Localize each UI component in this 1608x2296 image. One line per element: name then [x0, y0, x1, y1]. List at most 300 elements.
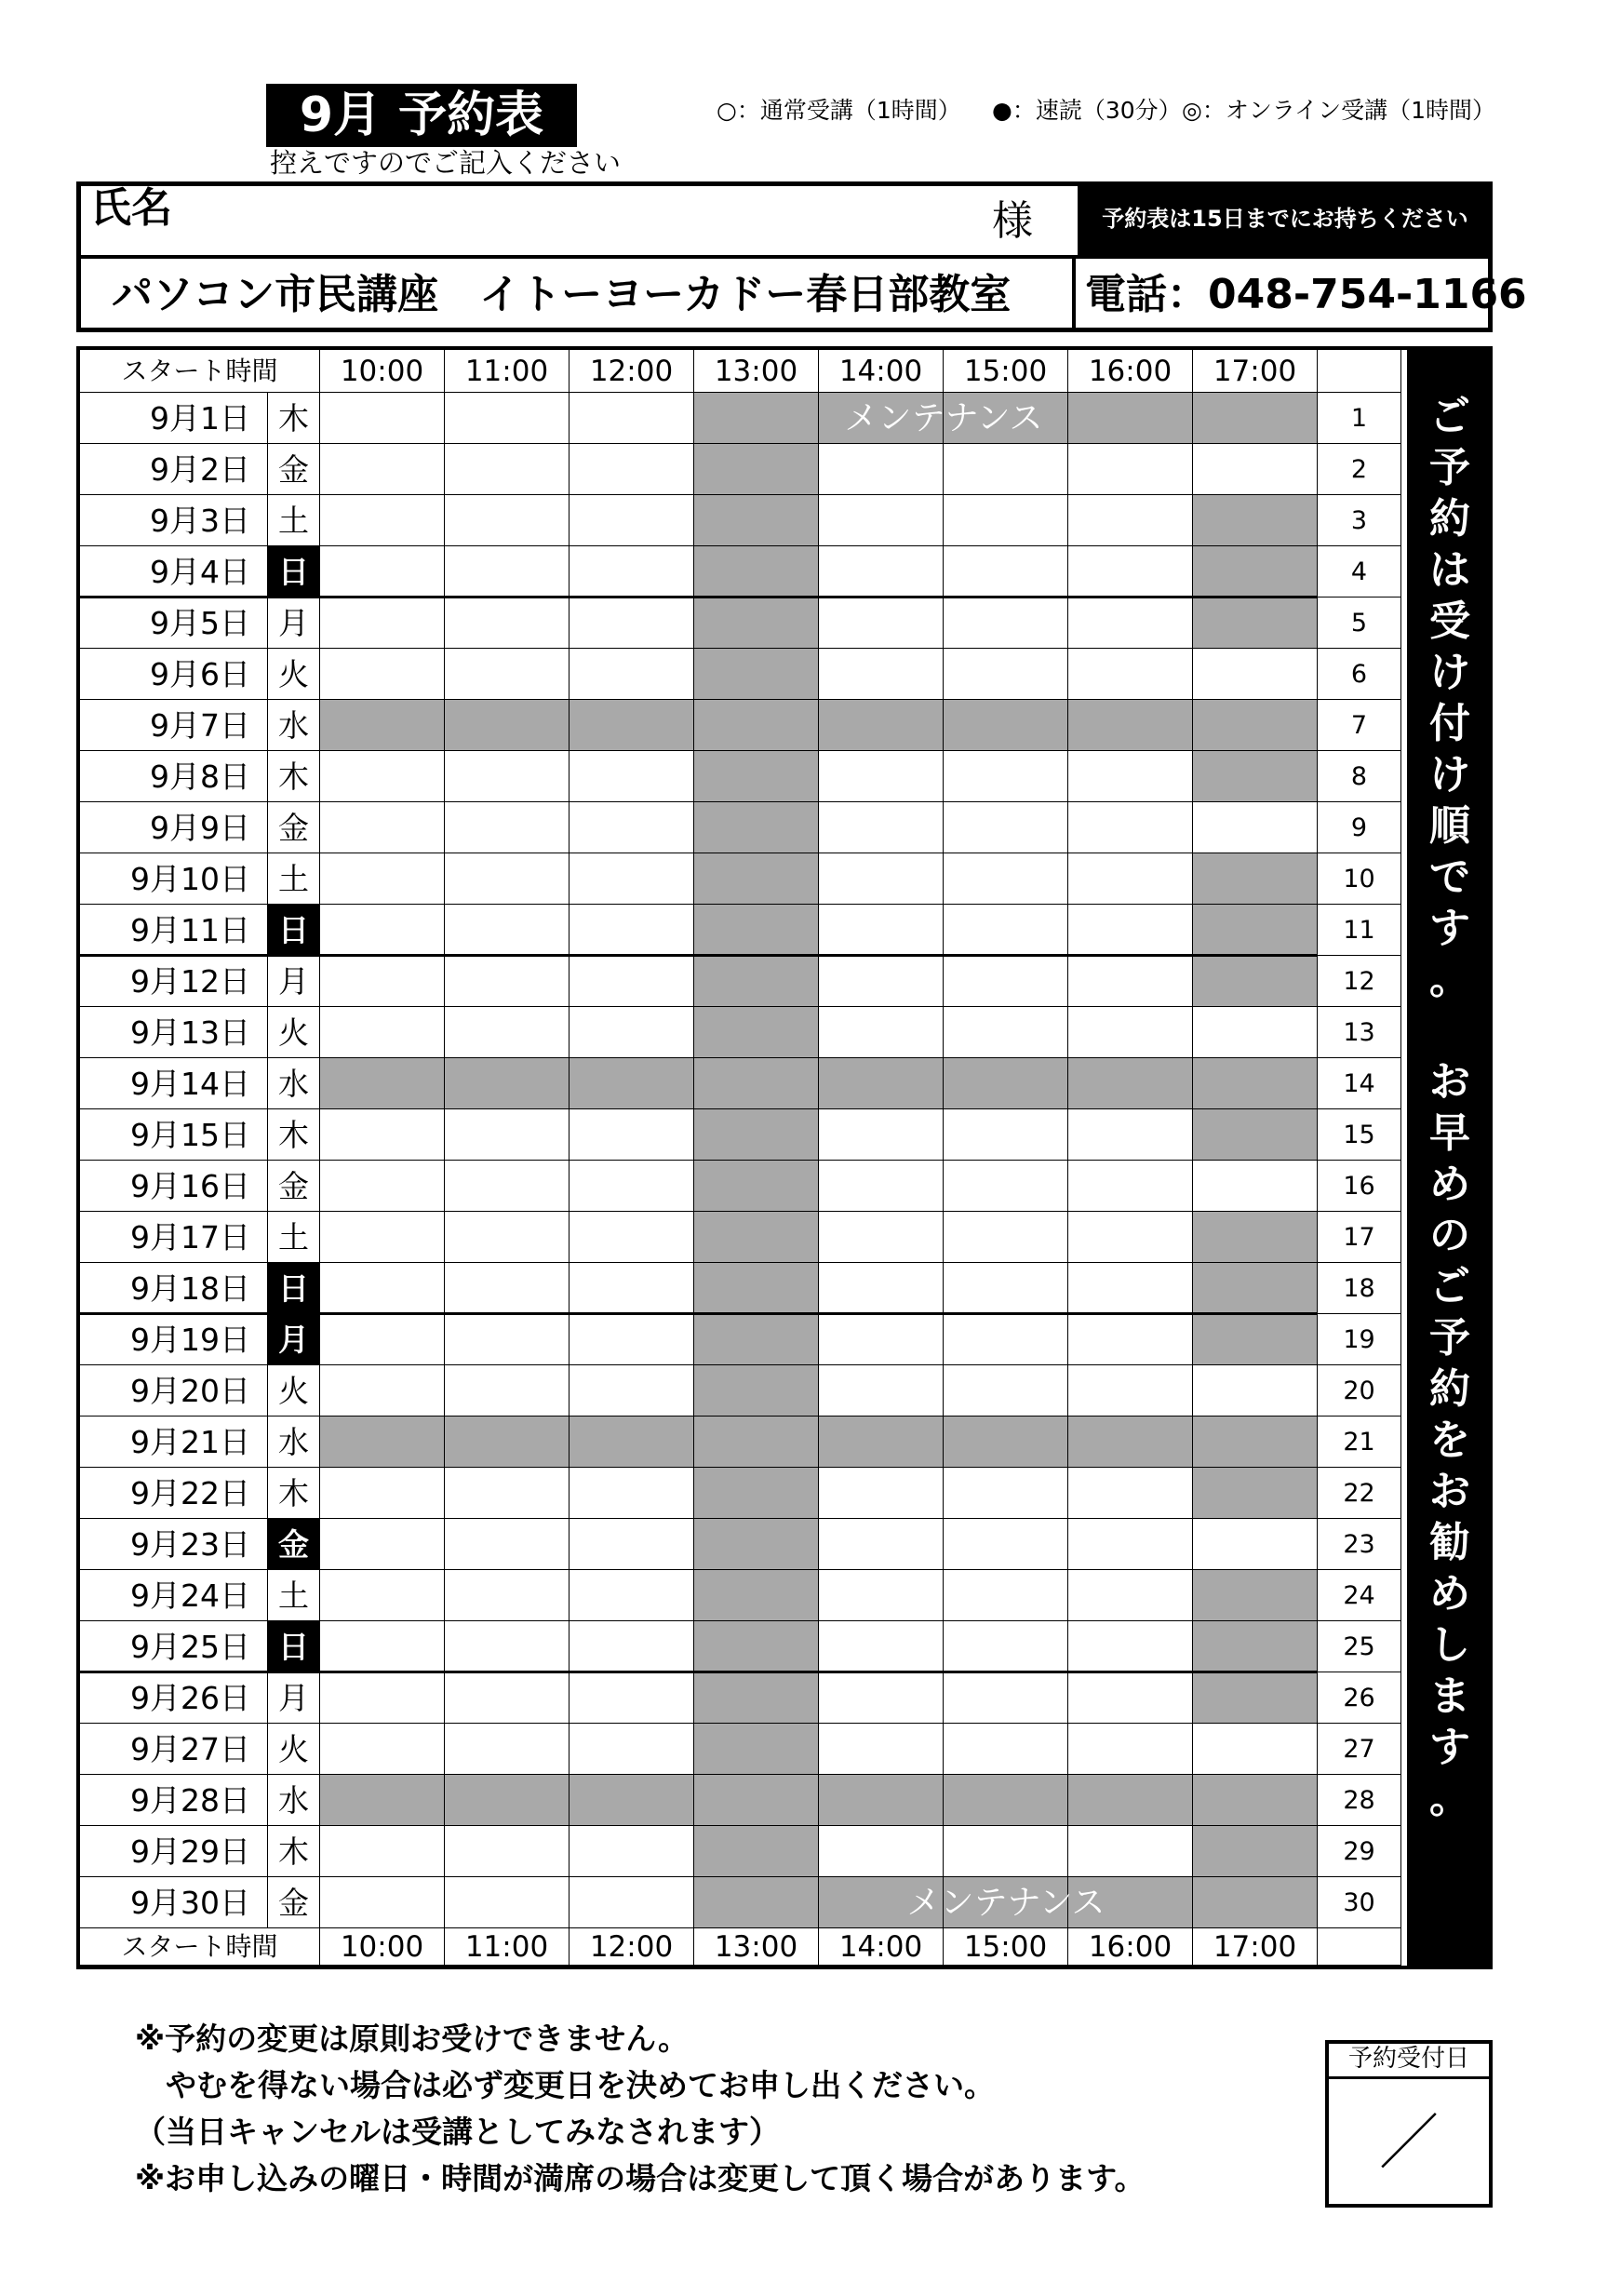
- slot-available[interactable]: [570, 1007, 694, 1058]
- number-header-bottom: [1318, 1928, 1401, 1966]
- weekday-cell: 日: [268, 1621, 320, 1672]
- date-cell: 9月9日: [80, 802, 268, 853]
- row-number: 2: [1318, 444, 1401, 495]
- deadline-notice: 予約表は15日までにお持ちください: [1078, 181, 1493, 256]
- slot-unavailable: [694, 1672, 819, 1724]
- slot-available[interactable]: [570, 1672, 694, 1724]
- slot-available[interactable]: [944, 597, 1068, 649]
- row-number: 22: [1318, 1468, 1401, 1519]
- slot-unavailable: [1193, 1314, 1318, 1365]
- slot-available[interactable]: [445, 1519, 570, 1570]
- slot-available[interactable]: [445, 1877, 570, 1928]
- slot-available[interactable]: [1068, 1724, 1193, 1775]
- side-message-char: 予: [1429, 444, 1470, 491]
- side-message-char: 付: [1429, 700, 1470, 747]
- slot-unavailable: [1193, 495, 1318, 546]
- slot-available[interactable]: [1068, 1007, 1193, 1058]
- side-message-char: ご: [1429, 393, 1470, 440]
- row-number: 28: [1318, 1775, 1401, 1826]
- row-number: 27: [1318, 1724, 1401, 1775]
- slot-available[interactable]: [320, 1519, 445, 1570]
- date-cell: 9月4日: [80, 546, 268, 597]
- slot-available[interactable]: [1193, 1161, 1318, 1212]
- row-number: 15: [1318, 1109, 1401, 1161]
- row-number: 3: [1318, 495, 1401, 546]
- row-number: 17: [1318, 1212, 1401, 1263]
- slot-available[interactable]: [1068, 1161, 1193, 1212]
- slot-unavailable: [694, 1724, 819, 1775]
- weekday-cell: 金: [268, 1519, 320, 1570]
- slot-available[interactable]: [1068, 956, 1193, 1007]
- slot-unavailable: [819, 1058, 944, 1109]
- slot-available[interactable]: [320, 1826, 445, 1877]
- date-cell: 9月24日: [80, 1570, 268, 1621]
- row-number: 20: [1318, 1365, 1401, 1417]
- number-header: [1318, 350, 1401, 393]
- slot-available[interactable]: [320, 905, 445, 956]
- slot-available[interactable]: [944, 1365, 1068, 1417]
- slot-available[interactable]: [570, 495, 694, 546]
- slot-available[interactable]: [320, 1161, 445, 1212]
- slot-available[interactable]: [819, 495, 944, 546]
- date-cell: 9月28日: [80, 1775, 268, 1826]
- slot-available[interactable]: [445, 956, 570, 1007]
- slot-available[interactable]: [320, 444, 445, 495]
- slot-unavailable: [694, 1417, 819, 1468]
- time-header-1400: 14:00: [819, 350, 944, 393]
- slot-available[interactable]: [819, 1365, 944, 1417]
- slot-available[interactable]: [1068, 597, 1193, 649]
- date-cell: 9月6日: [80, 649, 268, 700]
- slot-available[interactable]: [445, 1161, 570, 1212]
- slot-available[interactable]: [819, 1161, 944, 1212]
- slot-unavailable: [694, 905, 819, 956]
- row-number: 13: [1318, 1007, 1401, 1058]
- slot-unavailable: [694, 1263, 819, 1314]
- slot-available[interactable]: [570, 905, 694, 956]
- slot-unavailable: [694, 1365, 819, 1417]
- weekday-cell: 木: [268, 1826, 320, 1877]
- slot-available[interactable]: [570, 444, 694, 495]
- slot-available[interactable]: [1068, 444, 1193, 495]
- date-cell: 9月23日: [80, 1519, 268, 1570]
- side-message-char: 順: [1429, 802, 1470, 850]
- slot-unavailable: [1193, 1826, 1318, 1877]
- slot-available[interactable]: [1193, 1365, 1318, 1417]
- slot-unavailable: [1193, 546, 1318, 597]
- slot-unavailable: [694, 751, 819, 802]
- slot-available[interactable]: [320, 1263, 445, 1314]
- slot-available[interactable]: [320, 1724, 445, 1775]
- slot-available[interactable]: [819, 1468, 944, 1519]
- slot-available[interactable]: [570, 1212, 694, 1263]
- slot-unavailable: [1193, 700, 1318, 751]
- slot-available[interactable]: [570, 1365, 694, 1417]
- slot-available[interactable]: [445, 1724, 570, 1775]
- weekday-cell: 水: [268, 1058, 320, 1109]
- row-number: 25: [1318, 1621, 1401, 1672]
- slot-available[interactable]: [320, 1621, 445, 1672]
- slot-unavailable: [1068, 700, 1193, 751]
- slot-unavailable: [944, 1775, 1068, 1826]
- slot-available[interactable]: [1193, 802, 1318, 853]
- slot-unavailable: [694, 1775, 819, 1826]
- date-cell: 9月11日: [80, 905, 268, 956]
- slot-available[interactable]: [944, 853, 1068, 905]
- time-header-1300: 13:00: [694, 350, 819, 393]
- slot-available[interactable]: [819, 1212, 944, 1263]
- slot-available[interactable]: [944, 1519, 1068, 1570]
- slot-available[interactable]: [1068, 1519, 1193, 1570]
- slot-available[interactable]: [570, 802, 694, 853]
- slot-available[interactable]: [445, 1007, 570, 1058]
- slot-available[interactable]: [570, 956, 694, 1007]
- slot-available[interactable]: [944, 1621, 1068, 1672]
- date-cell: 9月7日: [80, 700, 268, 751]
- slot-available[interactable]: [320, 1468, 445, 1519]
- legend-online: ◎：オンライン受講（1時間）: [1182, 97, 1495, 124]
- weekday-cell: 水: [268, 700, 320, 751]
- slot-available[interactable]: [445, 597, 570, 649]
- slot-available[interactable]: [944, 802, 1068, 853]
- slot-available[interactable]: [944, 1109, 1068, 1161]
- slot-unavailable: [445, 1417, 570, 1468]
- slot-unavailable: [694, 495, 819, 546]
- slot-unavailable: [1193, 1468, 1318, 1519]
- slot-available[interactable]: [320, 1314, 445, 1365]
- weekday-cell: 水: [268, 1775, 320, 1826]
- side-message-char: 約: [1429, 1365, 1470, 1413]
- slot-available[interactable]: [320, 1672, 445, 1724]
- slot-available[interactable]: [1193, 1724, 1318, 1775]
- receipt-date-label: 予約受付日: [1325, 2040, 1493, 2079]
- row-number: 10: [1318, 853, 1401, 905]
- slot-unavailable: [694, 1314, 819, 1365]
- slot-available[interactable]: [819, 1570, 944, 1621]
- slot-available[interactable]: [445, 751, 570, 802]
- weekday-cell: 月: [268, 1672, 320, 1724]
- week-separator: [80, 954, 1318, 957]
- slot-available[interactable]: [819, 751, 944, 802]
- weekday-cell: 木: [268, 393, 320, 444]
- date-cell: 9月16日: [80, 1161, 268, 1212]
- time-header-1700-bottom: 17:00: [1193, 1928, 1318, 1966]
- slot-available[interactable]: [570, 1621, 694, 1672]
- slot-available[interactable]: [819, 444, 944, 495]
- time-header-1500: 15:00: [944, 350, 1068, 393]
- slot-available[interactable]: [1193, 444, 1318, 495]
- slot-unavailable: [570, 1417, 694, 1468]
- slot-unavailable: [1193, 597, 1318, 649]
- row-number: 21: [1318, 1417, 1401, 1468]
- slot-available[interactable]: [1068, 1672, 1193, 1724]
- slot-available[interactable]: [445, 649, 570, 700]
- slot-available[interactable]: [570, 393, 694, 444]
- side-message-char: お: [1429, 1468, 1470, 1515]
- slot-available[interactable]: [320, 1109, 445, 1161]
- slot-available[interactable]: [944, 1263, 1068, 1314]
- slot-available[interactable]: [944, 1826, 1068, 1877]
- week-separator: [80, 596, 1318, 598]
- side-message-char: け: [1429, 649, 1470, 696]
- slot-available[interactable]: [570, 597, 694, 649]
- slot-unavailable: [944, 1058, 1068, 1109]
- slot-available[interactable]: [819, 1672, 944, 1724]
- slot-available[interactable]: [570, 1519, 694, 1570]
- slot-available[interactable]: [944, 1468, 1068, 1519]
- maintenance-label: メンテナンス: [906, 1884, 1106, 1922]
- maintenance-label: メンテナンス: [844, 399, 1043, 437]
- slot-available[interactable]: [944, 1314, 1068, 1365]
- weekday-cell: 日: [268, 1263, 320, 1314]
- slot-available[interactable]: [445, 1468, 570, 1519]
- slot-available[interactable]: [1068, 546, 1193, 597]
- date-cell: 9月15日: [80, 1109, 268, 1161]
- slot-unavailable: [1068, 1775, 1193, 1826]
- side-message-char: ま: [1429, 1672, 1470, 1720]
- time-header-1500-bottom: 15:00: [944, 1928, 1068, 1966]
- slot-available[interactable]: [445, 444, 570, 495]
- slot-unavailable: [1193, 1417, 1318, 1468]
- slot-available[interactable]: [819, 1621, 944, 1672]
- slot-available[interactable]: [445, 1570, 570, 1621]
- slot-available[interactable]: [1068, 1570, 1193, 1621]
- slot-available[interactable]: [819, 1519, 944, 1570]
- side-message-char: 受: [1429, 597, 1470, 645]
- slot-available[interactable]: [320, 1007, 445, 1058]
- date-cell: 9月22日: [80, 1468, 268, 1519]
- slot-available[interactable]: [320, 495, 445, 546]
- slot-available[interactable]: [944, 751, 1068, 802]
- slot-available[interactable]: [944, 1570, 1068, 1621]
- slot-available[interactable]: [570, 1468, 694, 1519]
- side-message-char: め: [1429, 1161, 1470, 1208]
- weekday-cell: 月: [268, 597, 320, 649]
- weekday-cell: 木: [268, 1468, 320, 1519]
- date-cell: 9月8日: [80, 751, 268, 802]
- slot-available[interactable]: [445, 1365, 570, 1417]
- name-label: 氏名: [90, 184, 172, 232]
- slot-available[interactable]: [1068, 1826, 1193, 1877]
- slot-available[interactable]: [944, 1724, 1068, 1775]
- slot-available[interactable]: [320, 649, 445, 700]
- weekday-cell: 火: [268, 1365, 320, 1417]
- slot-unavailable: [694, 1570, 819, 1621]
- start-time-label-bottom: スタート時間: [80, 1928, 320, 1966]
- row-number: 8: [1318, 751, 1401, 802]
- slot-unavailable: [944, 700, 1068, 751]
- slot-available[interactable]: [570, 1570, 694, 1621]
- slot-available[interactable]: [1068, 1468, 1193, 1519]
- slot-available[interactable]: [570, 751, 694, 802]
- slot-available[interactable]: [320, 853, 445, 905]
- slot-unavailable: [320, 1417, 445, 1468]
- legend-speed-reading: ●：速読（30分）: [992, 97, 1182, 124]
- slot-unavailable: [694, 700, 819, 751]
- slot-available[interactable]: [320, 956, 445, 1007]
- date-cell: 9月25日: [80, 1621, 268, 1672]
- slot-available[interactable]: [320, 393, 445, 444]
- row-number: 11: [1318, 905, 1401, 956]
- slot-available[interactable]: [819, 853, 944, 905]
- slot-available[interactable]: [320, 597, 445, 649]
- slot-available[interactable]: [819, 649, 944, 700]
- slot-available[interactable]: [1068, 802, 1193, 853]
- weekday-cell: 水: [268, 1417, 320, 1468]
- note-line-1: ※予約の変更は原則お受けできません。: [135, 2021, 690, 2057]
- slot-available[interactable]: [570, 649, 694, 700]
- slot-available[interactable]: [944, 956, 1068, 1007]
- side-message-char: で: [1429, 853, 1470, 901]
- slot-unavailable: [694, 1109, 819, 1161]
- slot-available[interactable]: [1068, 853, 1193, 905]
- slot-unavailable: [1193, 1212, 1318, 1263]
- slot-unavailable: [445, 700, 570, 751]
- slot-available[interactable]: [445, 802, 570, 853]
- date-cell: 9月27日: [80, 1724, 268, 1775]
- slot-available[interactable]: [1193, 649, 1318, 700]
- slot-available[interactable]: [1068, 1263, 1193, 1314]
- slot-available[interactable]: [1068, 905, 1193, 956]
- school-name: パソコン市民講座 イトーヨーカドー春日部教室: [112, 271, 1012, 318]
- slot-unavailable: [694, 393, 819, 444]
- slot-available[interactable]: [1193, 1007, 1318, 1058]
- slot-available[interactable]: [819, 956, 944, 1007]
- phone-number: 電話：048-754-1166: [1085, 271, 1527, 318]
- slot-available[interactable]: [570, 1263, 694, 1314]
- slot-unavailable: [694, 956, 819, 1007]
- slot-available[interactable]: [944, 1161, 1068, 1212]
- slot-available[interactable]: [819, 1007, 944, 1058]
- slot-available[interactable]: [445, 1621, 570, 1672]
- slot-unavailable: [819, 1417, 944, 1468]
- slot-available[interactable]: [320, 1212, 445, 1263]
- slot-available[interactable]: [944, 444, 1068, 495]
- slot-available[interactable]: [445, 495, 570, 546]
- slot-available[interactable]: [445, 853, 570, 905]
- slot-available[interactable]: [320, 1877, 445, 1928]
- slot-available[interactable]: [1068, 495, 1193, 546]
- slot-available[interactable]: [944, 905, 1068, 956]
- row-number: 7: [1318, 700, 1401, 751]
- date-cell: 9月21日: [80, 1417, 268, 1468]
- date-cell: 9月12日: [80, 956, 268, 1007]
- slot-unavailable: [694, 1212, 819, 1263]
- slot-available[interactable]: [819, 802, 944, 853]
- row-number: 14: [1318, 1058, 1401, 1109]
- row-number: 12: [1318, 956, 1401, 1007]
- slot-unavailable: [694, 444, 819, 495]
- slot-available[interactable]: [320, 1570, 445, 1621]
- slot-available[interactable]: [445, 1314, 570, 1365]
- slot-available[interactable]: [819, 1109, 944, 1161]
- slot-available[interactable]: [570, 1724, 694, 1775]
- slot-available[interactable]: [1068, 1212, 1193, 1263]
- slot-available[interactable]: [570, 853, 694, 905]
- slot-available[interactable]: [944, 1007, 1068, 1058]
- slot-available[interactable]: [819, 1263, 944, 1314]
- slot-available[interactable]: [320, 802, 445, 853]
- slot-available[interactable]: [1068, 1365, 1193, 1417]
- slot-available[interactable]: [819, 546, 944, 597]
- slot-available[interactable]: [944, 546, 1068, 597]
- slot-available[interactable]: [819, 597, 944, 649]
- side-message-char: 。: [1429, 956, 1470, 1003]
- slot-available[interactable]: [944, 1212, 1068, 1263]
- slot-available[interactable]: [1068, 1109, 1193, 1161]
- slot-available[interactable]: [1068, 751, 1193, 802]
- slot-unavailable: [694, 1519, 819, 1570]
- time-header-1300-bottom: 13:00: [694, 1928, 819, 1966]
- slot-available[interactable]: [445, 1672, 570, 1724]
- slot-available[interactable]: [445, 393, 570, 444]
- slot-available[interactable]: [570, 1826, 694, 1877]
- slot-available[interactable]: [445, 546, 570, 597]
- slot-available[interactable]: [570, 1161, 694, 1212]
- side-message-char: 早: [1429, 1109, 1470, 1157]
- date-cell: 9月17日: [80, 1212, 268, 1263]
- slot-available[interactable]: [944, 649, 1068, 700]
- subtitle: 控えですのでご記入ください: [270, 147, 622, 179]
- slot-available[interactable]: [944, 495, 1068, 546]
- slot-available[interactable]: [445, 1212, 570, 1263]
- slot-unavailable: [1193, 1058, 1318, 1109]
- slot-available[interactable]: [1068, 1621, 1193, 1672]
- slot-unavailable: [694, 649, 819, 700]
- row-number: 16: [1318, 1161, 1401, 1212]
- slot-available[interactable]: [570, 1314, 694, 1365]
- slot-available[interactable]: [1068, 1314, 1193, 1365]
- date-cell: 9月13日: [80, 1007, 268, 1058]
- slot-available[interactable]: [320, 751, 445, 802]
- slot-unavailable: [1193, 1263, 1318, 1314]
- slot-available[interactable]: [1068, 649, 1193, 700]
- slot-unavailable: [1193, 1672, 1318, 1724]
- weekday-cell: 火: [268, 1007, 320, 1058]
- week-separator: [80, 1671, 1318, 1673]
- slot-available[interactable]: [1193, 1519, 1318, 1570]
- slot-available[interactable]: [445, 1826, 570, 1877]
- slot-available[interactable]: [570, 1109, 694, 1161]
- slot-available[interactable]: [320, 546, 445, 597]
- slot-available[interactable]: [819, 1826, 944, 1877]
- slot-unavailable: [694, 1468, 819, 1519]
- slot-available[interactable]: [819, 905, 944, 956]
- slot-available[interactable]: [445, 905, 570, 956]
- side-message-char: め: [1429, 1570, 1470, 1618]
- slot-unavailable: [1193, 1775, 1318, 1826]
- slot-available[interactable]: [819, 1314, 944, 1365]
- week-separator: [80, 1312, 1318, 1315]
- slot-available[interactable]: [570, 1877, 694, 1928]
- slot-available[interactable]: [320, 1365, 445, 1417]
- name-field[interactable]: [76, 181, 1078, 256]
- slot-unavailable: [445, 1058, 570, 1109]
- slot-available[interactable]: [445, 1263, 570, 1314]
- time-header-1200-bottom: 12:00: [570, 1928, 694, 1966]
- row-number: 1: [1318, 393, 1401, 444]
- time-header-1400-bottom: 14:00: [819, 1928, 944, 1966]
- slot-available[interactable]: [570, 546, 694, 597]
- side-message-char: お: [1429, 1058, 1470, 1106]
- weekday-cell: 月: [268, 1314, 320, 1365]
- slot-available[interactable]: [819, 1724, 944, 1775]
- row-number: 26: [1318, 1672, 1401, 1724]
- slot-available[interactable]: [944, 1672, 1068, 1724]
- weekday-cell: 金: [268, 802, 320, 853]
- slot-available[interactable]: [445, 1109, 570, 1161]
- date-cell: 9月19日: [80, 1314, 268, 1365]
